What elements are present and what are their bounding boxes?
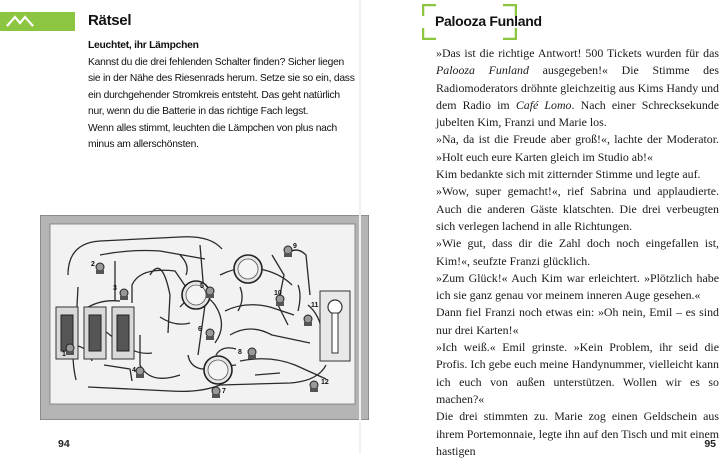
lamp-label-2: 2 xyxy=(91,261,95,268)
lamp-label-3: 3 xyxy=(113,285,117,292)
lamp-7 xyxy=(212,387,220,398)
story-paragraph xyxy=(436,235,719,270)
story-text-run: »Na, da ist die Freude aber groß!«, lachte der Moderator. »Holt euch eure Karten gleich im Studio ab!« xyxy=(436,132,719,164)
puzzle-paragraph-1: Kannst du die drei fehlenden Schalter finden? Sicher liegen sie in der Nähe des Riesenrads herum. Setze sie so ein, dass ein durchgehender Stromkreis entsteht. Das geht natürlich nur, wenn du die Batterie in das richtige Fach legst. xyxy=(88,56,355,117)
puzzle-instructions xyxy=(88,38,356,154)
lamp-8 xyxy=(248,348,256,359)
story-text-run: Dann fiel Franzi noch etwas ein: »Oh nein, Emil – es sind nur drei Karten!« xyxy=(436,305,719,337)
lamp-label-5: 5 xyxy=(200,283,204,290)
lamp-4 xyxy=(136,367,144,378)
lamp-3 xyxy=(120,289,128,300)
chapter-title: Palooza Funland xyxy=(435,13,542,29)
story-italic-text: Café Lomo xyxy=(515,97,572,112)
section-title: Rätsel xyxy=(88,12,132,29)
page-number-right: 95 xyxy=(704,438,716,450)
story-paragraph xyxy=(436,304,719,339)
story-paragraph xyxy=(436,131,719,166)
story-text xyxy=(436,45,719,460)
lamp-label-1: 1 xyxy=(62,351,66,358)
puzzle-paragraph-2: Wenn alles stimmt, leuchten die Lämpchen von plus nach minus am allerschönsten. xyxy=(88,122,338,150)
lamp-label-8: 8 xyxy=(238,349,242,356)
lamp-label-10: 10 xyxy=(274,290,282,297)
story-text-run: . Nach einer Schrecksekunde jubelten Kim, Franzi und Marie los. xyxy=(436,97,719,130)
lamp-label-4: 4 xyxy=(132,367,136,374)
story-text-run: »Zum Glück!« Auch Kim war erleichtert. »Plötzlich habe ich sie ganz genau vor meinem inneren Auge gesehen.« xyxy=(436,270,719,303)
story-text-run: »Wie gut, dass dir die Zahl doch noch eingefallen ist, Kim!«, seufzte Franzi glücklich. xyxy=(436,236,719,268)
story-paragraph xyxy=(436,270,719,305)
lamp-6 xyxy=(206,329,214,340)
puzzle-subtitle: Leuchtet, ihr Lämpchen xyxy=(88,40,199,51)
story-text-run: ausgegeben!« Die Stimme des Radiomoderators dröhnte gleichzeitig aus Kims Handy und dem Radio im xyxy=(436,63,719,112)
story-text-run: »Ich weiß.« Emil grinste. »Kein Problem, ihr seid die Profis. Ich gebe euch meine Handynummer, vielleicht kann ich euch von außen unterstützen. Wollen wir es so machen?« xyxy=(436,340,719,406)
story-paragraph xyxy=(436,45,719,131)
left-page xyxy=(0,0,360,454)
ferris-wheel-icon xyxy=(6,15,34,27)
lamp-label-6: 6 xyxy=(198,326,202,333)
story-text-run: »Das ist die richtige Antwort! 500 Tickets wurden für das xyxy=(436,46,719,60)
section-color-bar xyxy=(0,12,75,31)
story-text-run: Die drei stimmten zu. Marie zog einen Geldschein aus ihrem Portemonnaie, legte ihn auf den Tisch und mit einem hastigen xyxy=(436,409,719,458)
book-gutter xyxy=(359,0,361,454)
lamp-2 xyxy=(96,263,104,274)
lamp-9 xyxy=(284,246,292,257)
story-paragraph xyxy=(436,166,719,183)
lamp-1 xyxy=(66,344,74,355)
lamp-12 xyxy=(310,381,318,392)
story-text-run: Kim bedankte sich mit zitternder Stimme und legte auf. xyxy=(436,167,701,182)
story-paragraph xyxy=(436,408,719,460)
lamp-label-7: 7 xyxy=(222,388,226,395)
lamp-label-12: 12 xyxy=(321,379,329,386)
story-text-run: »Wow, super gemacht!«, rief Sabrina und applaudierte. Auch die anderen Gäste klatschten. Die drei verbeugten sich verlegen lachend in alle Richtungen. xyxy=(436,184,719,233)
story-paragraph xyxy=(436,183,719,235)
right-page xyxy=(362,0,720,458)
page-number-left: 94 xyxy=(58,438,70,450)
lamp-label-11: 11 xyxy=(311,302,319,309)
lamp-11 xyxy=(304,315,312,326)
lamp-label-9: 9 xyxy=(293,243,297,250)
circuit-puzzle-illustration xyxy=(40,215,369,420)
story-italic-text: Palooza Funland xyxy=(436,63,529,78)
story-paragraph xyxy=(436,339,719,408)
lamp-5 xyxy=(206,287,214,298)
